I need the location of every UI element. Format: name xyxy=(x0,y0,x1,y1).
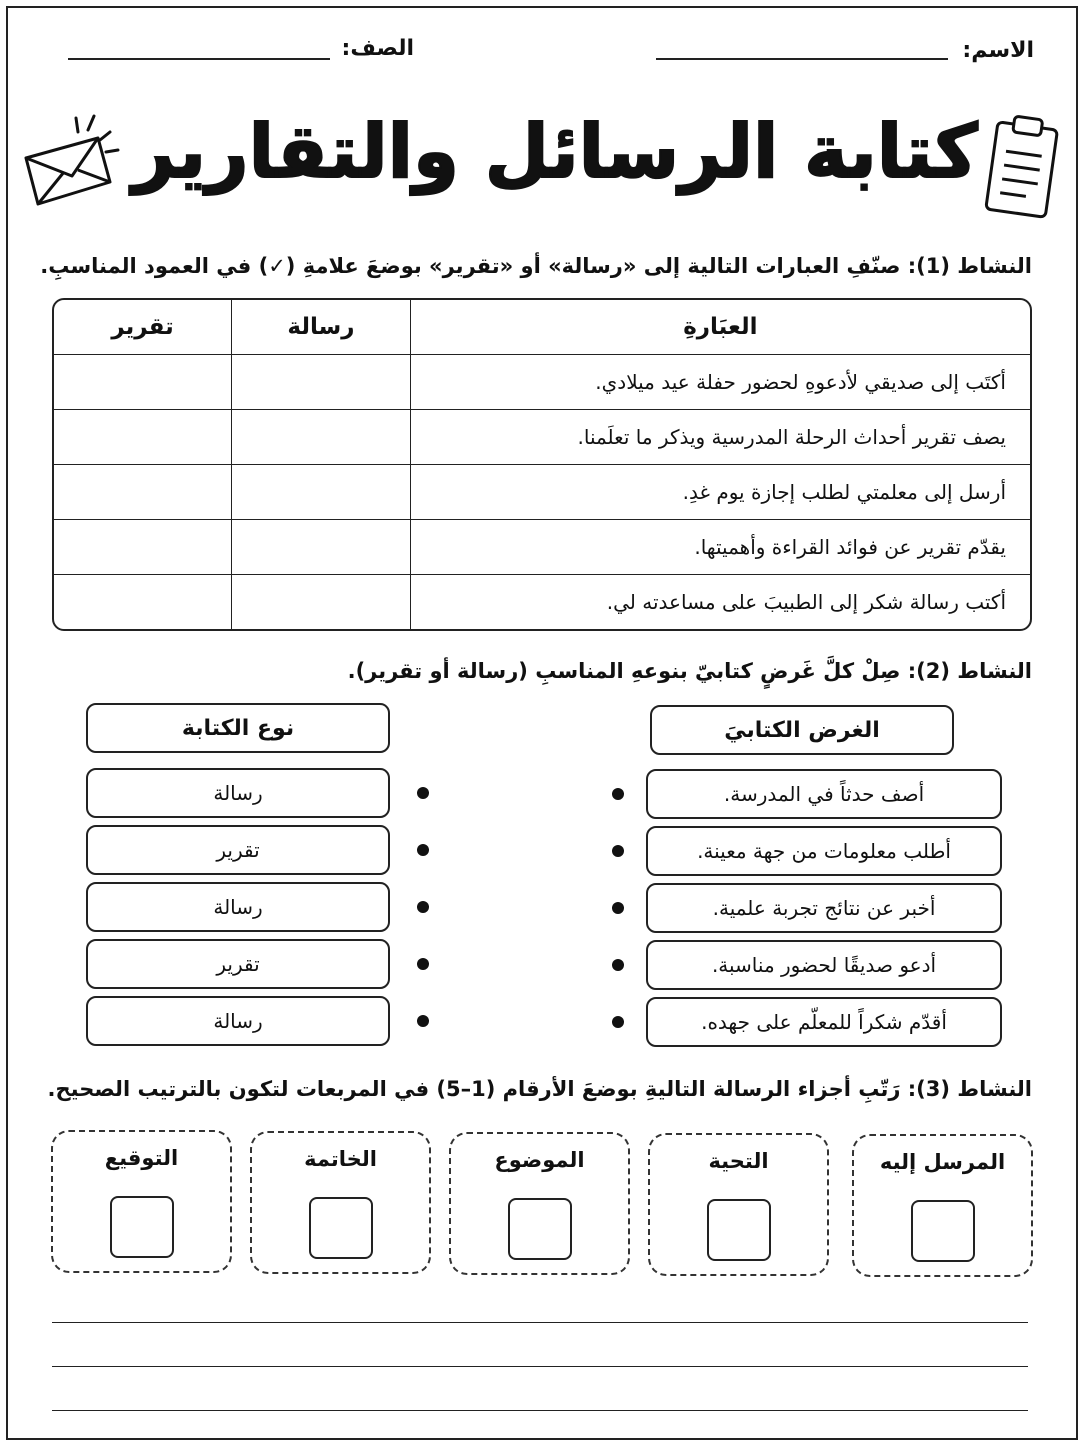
activity2-instruction: النشاط (2): صِلْ كلَّ غَرضٍ كتابيّ بنوعهِ المناسبِ (رسالة أو تقرير). xyxy=(347,659,1032,683)
column-letter: رسالة xyxy=(232,300,411,355)
classification-table xyxy=(52,298,1032,631)
purpose-dot[interactable] xyxy=(612,845,624,857)
purpose-dot[interactable] xyxy=(612,788,624,800)
purpose-dot[interactable] xyxy=(612,1016,624,1028)
activity1-instruction: النشاط (1): صنّفِ العبارات التالية إلى «رسالة» أو «تقرير» بوضعَ علامةِ (✓) في العمود المناسبِ. xyxy=(40,254,1032,278)
page-title: كتابة الرسائل والتقارير xyxy=(132,109,978,195)
statement-cell: يقدّم تقرير عن فوائد القراءة وأهميتها. xyxy=(410,520,1030,575)
report-check-cell[interactable] xyxy=(54,575,232,629)
letter-check-cell[interactable] xyxy=(232,465,411,520)
statement-cell: أكتب رسالة شكر إلى الطبيبَ على مساعدته لي. xyxy=(410,575,1030,629)
part-card xyxy=(852,1134,1033,1277)
report-check-cell[interactable] xyxy=(54,355,232,410)
type-item: تقرير xyxy=(86,825,390,875)
part-label: الموضوع xyxy=(494,1148,585,1172)
letter-check-cell[interactable] xyxy=(232,355,411,410)
clipboard-icon xyxy=(980,112,1070,222)
name-label: الاسم: xyxy=(962,38,1034,63)
part-label: المرسل إليه xyxy=(879,1150,1006,1174)
part-label: التحية xyxy=(708,1149,769,1173)
table-row xyxy=(54,465,1030,520)
name-field[interactable] xyxy=(656,58,948,60)
type-item: رسالة xyxy=(86,882,390,932)
report-check-cell[interactable] xyxy=(54,410,232,465)
class-field[interactable] xyxy=(68,58,330,60)
purpose-item: أطلب معلومات من جهة معينة. xyxy=(646,826,1002,876)
type-dot[interactable] xyxy=(417,844,429,856)
letter-check-cell[interactable] xyxy=(232,575,411,629)
table-row xyxy=(54,410,1030,465)
order-box[interactable] xyxy=(508,1198,572,1260)
part-card xyxy=(250,1131,431,1274)
writing-line[interactable] xyxy=(52,1366,1028,1367)
type-header: نوع الكتابة xyxy=(86,703,390,753)
letter-check-cell[interactable] xyxy=(232,520,411,575)
type-item: رسالة xyxy=(86,768,390,818)
part-label: التوقيع xyxy=(104,1146,179,1170)
type-item: رسالة xyxy=(86,996,390,1046)
letter-check-cell[interactable] xyxy=(232,410,411,465)
table-header-row xyxy=(54,300,1030,355)
purpose-item: أقدّم شكراً للمعلّم على جهده. xyxy=(646,997,1002,1047)
statement-cell: يصف تقرير أحداث الرحلة المدرسية ويذكر ما تعلَمنا. xyxy=(410,410,1030,465)
purpose-item: أدعو صديقًا لحضور مناسبة. xyxy=(646,940,1002,990)
part-label: الخاتمة xyxy=(304,1147,377,1171)
statement-cell: أكتَب إلى صديقي لأدعوهِ لحضور حفلة عيد ميلادي. xyxy=(410,355,1030,410)
order-box[interactable] xyxy=(110,1196,174,1258)
table-row xyxy=(54,575,1030,629)
writing-line[interactable] xyxy=(52,1410,1028,1411)
purpose-item: أصف حدثاً في المدرسة. xyxy=(646,769,1002,819)
type-dot[interactable] xyxy=(417,958,429,970)
order-box[interactable] xyxy=(911,1200,975,1262)
table-row xyxy=(54,355,1030,410)
purpose-item: أخبر عن نتائج تجربة علمية. xyxy=(646,883,1002,933)
type-item: تقرير xyxy=(86,939,390,989)
purpose-dot[interactable] xyxy=(612,902,624,914)
part-card xyxy=(449,1132,630,1275)
purpose-header: الغرض الكتابيَ xyxy=(650,705,954,755)
type-dot[interactable] xyxy=(417,1015,429,1027)
report-check-cell[interactable] xyxy=(54,520,232,575)
activity3-instruction: النشاط (3): رَتّبِ أجزاء الرسالة التاليةِ بوضعَ الأرقام (1–5) في المربعات لتكون بالترتيب الصحيح. xyxy=(47,1077,1032,1101)
table-row xyxy=(54,520,1030,575)
type-dot[interactable] xyxy=(417,787,429,799)
part-card xyxy=(51,1130,232,1273)
order-box[interactable] xyxy=(309,1197,373,1259)
statement-cell: أرسل إلى معلمتي لطلب إجازة يوم غدِ. xyxy=(410,465,1030,520)
column-report: تقرير xyxy=(54,300,232,355)
envelope-icon xyxy=(18,110,138,220)
type-dot[interactable] xyxy=(417,901,429,913)
part-card xyxy=(648,1133,829,1276)
column-statement: العبَارةِ xyxy=(410,300,1030,355)
report-check-cell[interactable] xyxy=(54,465,232,520)
class-label: الصف: xyxy=(341,36,414,61)
order-box[interactable] xyxy=(707,1199,771,1261)
purpose-dot[interactable] xyxy=(612,959,624,971)
writing-line[interactable] xyxy=(52,1322,1028,1323)
